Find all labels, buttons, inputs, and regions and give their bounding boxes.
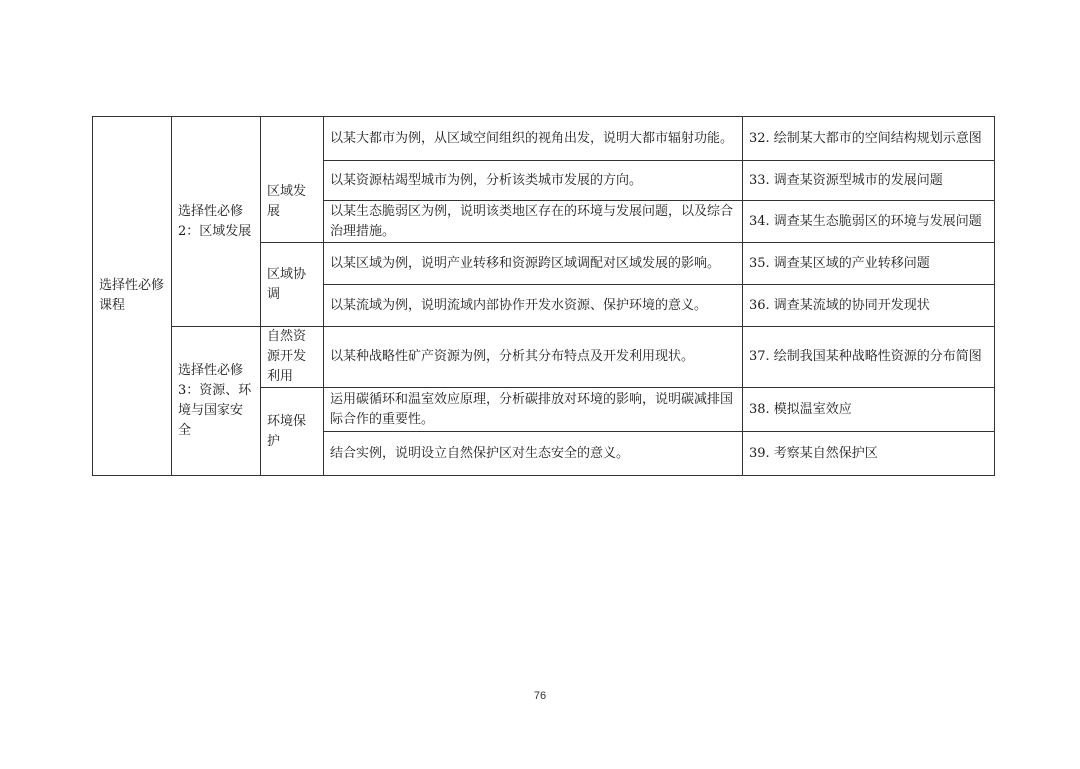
activity-cell: 39. 考察某自然保护区 [743, 432, 995, 476]
requirement-cell: 结合实例，说明设立自然保护区对生态安全的意义。 [324, 432, 743, 476]
activity-cell: 32. 绘制某大都市的空间结构规划示意图 [743, 117, 995, 161]
table-row [93, 117, 995, 161]
requirement-cell: 以某大都市为例，从区域空间组织的视角出发，说明大都市辐射功能。 [324, 117, 743, 161]
category-cell: 选择性必修课程 [93, 117, 172, 476]
activity-cell: 38. 模拟温室效应 [743, 388, 995, 432]
requirement-cell: 以某区域为例，说明产业转移和资源跨区域调配对区域发展的影响。 [324, 243, 743, 285]
curriculum-table [92, 116, 995, 476]
page-number: 76 [533, 690, 547, 702]
topic-cell: 区域协调 [261, 243, 324, 327]
module-cell: 选择性必修3：资源、环境与国家安全 [172, 327, 261, 476]
module-cell: 选择性必修2：区域发展 [172, 117, 261, 327]
activity-cell: 35. 调查某区域的产业转移问题 [743, 243, 995, 285]
activity-cell: 33. 调查某资源型城市的发展问题 [743, 161, 995, 201]
topic-cell: 环境保护 [261, 388, 324, 476]
activity-cell: 37. 绘制我国某种战略性资源的分布简图 [743, 327, 995, 388]
requirement-cell: 以某流域为例，说明流域内部协作开发水资源、保护环境的意义。 [324, 285, 743, 327]
topic-cell: 区域发展 [261, 117, 324, 243]
activity-cell: 34. 调查某生态脆弱区的环境与发展问题 [743, 201, 995, 243]
requirement-cell: 运用碳循环和温室效应原理，分析碳排放对环境的影响，说明碳减排国际合作的重要性。 [324, 388, 743, 432]
requirement-cell: 以某生态脆弱区为例，说明该类地区存在的环境与发展问题，以及综合治理措施。 [324, 201, 743, 243]
requirement-cell: 以某资源枯竭型城市为例，分析该类城市发展的方向。 [324, 161, 743, 201]
table-row [93, 327, 995, 388]
activity-cell: 36. 调查某流域的协同开发现状 [743, 285, 995, 327]
requirement-cell: 以某种战略性矿产资源为例，分析其分布特点及开发利用现状。 [324, 327, 743, 388]
topic-cell: 自然资源开发利用 [261, 327, 324, 388]
